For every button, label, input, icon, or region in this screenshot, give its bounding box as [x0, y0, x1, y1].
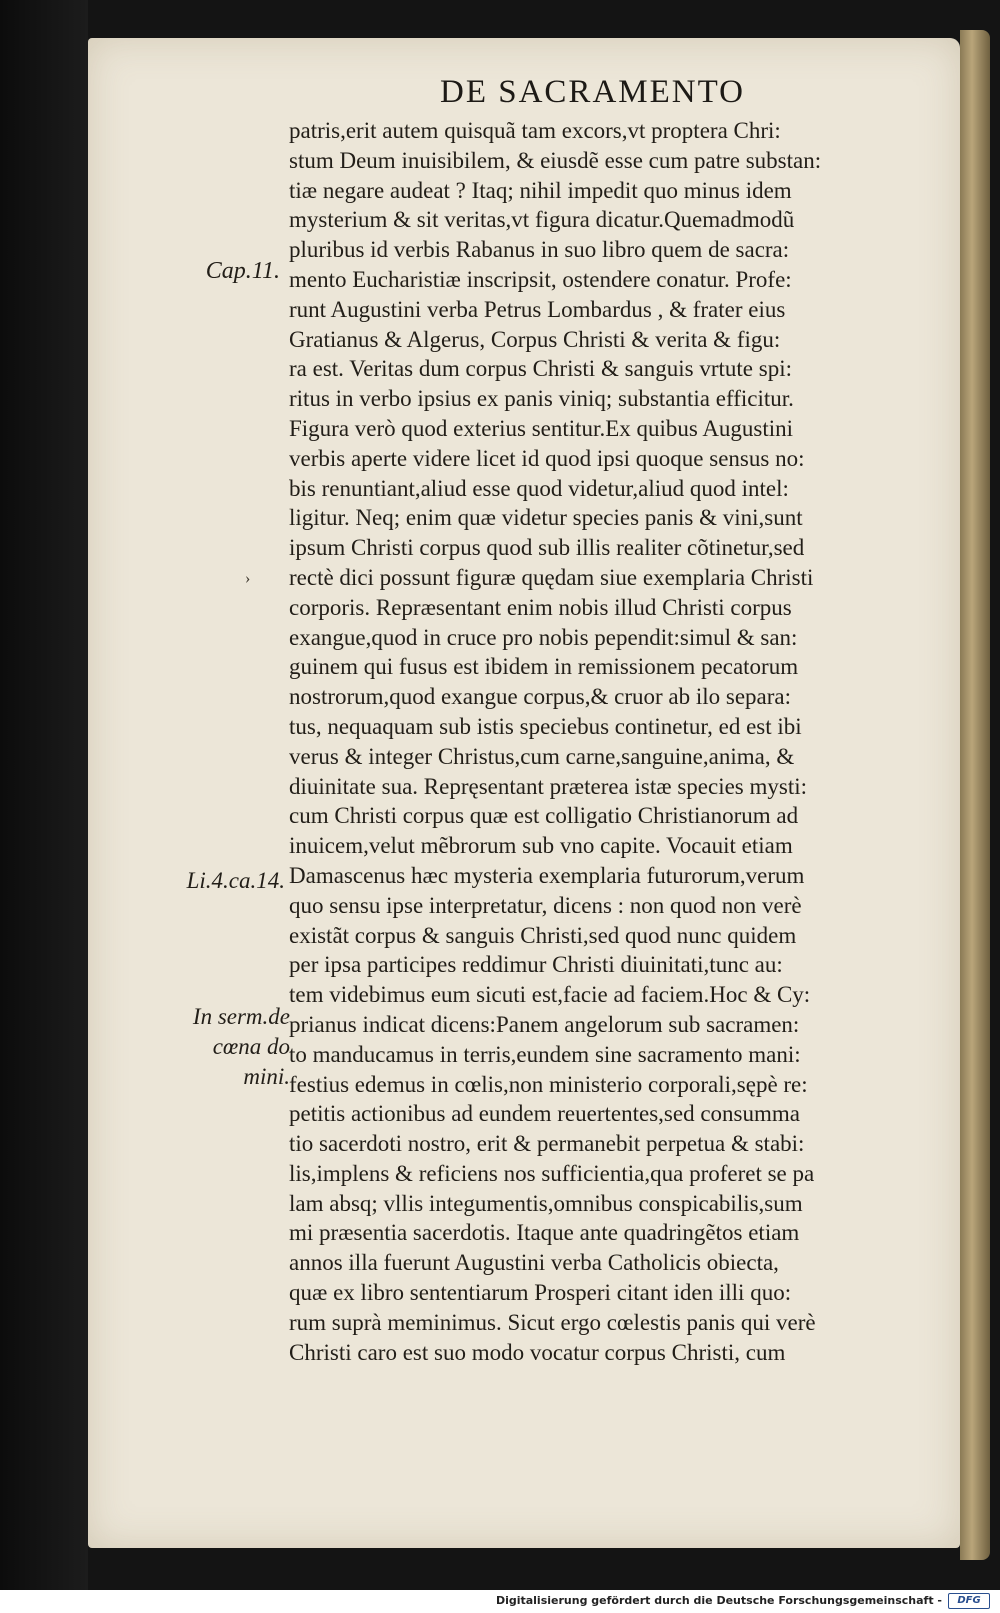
body-line: tiæ negare audeat ? Itaq; nihil impedit quo minus idem [289, 177, 792, 203]
body-line: ritus in verbo ipsius ex panis viniq; substantia efficitur. [289, 386, 794, 412]
body-line: to manducamus in terris,eundem sine sacramento mani: [289, 1041, 801, 1067]
body-line: Figura verò quod exterius sentitur.Ex quibus Augustini [289, 415, 794, 441]
margin-note-line: mini. [243, 1063, 290, 1089]
body-line: mi præsentia sacerdotis. Itaque ante quadringẽtos etiam [289, 1220, 800, 1246]
body-line: nostrorum,quod exangue corpus,& cruor ab ilo separa: [289, 684, 792, 710]
dfg-logo: DFG [948, 1593, 990, 1609]
body-line: diuinitate sua. Repręsentant præterea istæ species mysti: [289, 773, 808, 799]
margin-note-book-reference: Li.4.ca.14. [186, 868, 285, 893]
scan-background-left [0, 0, 88, 1613]
body-line: inuicem,velut mẽbrorum sub vno capite. Vocauit etiam [289, 833, 793, 859]
margin-note-sermon [150, 1002, 290, 1091]
body-line: corporis. Repræsentant enim nobis illud Christi corpus [289, 594, 792, 620]
body-line: lam absq; vllis integumentis,omnibus conspicabilis,sum [289, 1190, 803, 1216]
body-line: ipsum Christi corpus quod sub illis realiter cõtinetur,sed [289, 535, 805, 561]
body-line: tio sacerdoti nostro, erit & permanebit perpetua & stabi: [289, 1131, 805, 1157]
body-line: verus & integer Christus,cum carne,sanguine,anima, & [289, 743, 795, 769]
body-line: quo sensu ipse interpretatur, dicens : non quod non verè [289, 892, 802, 918]
body-line: quæ ex libro sententiarum Prosperi citant iden illi quo: [289, 1280, 792, 1306]
margin-note-line: cœna do [212, 1033, 290, 1059]
body-line: stum Deum inuisibilem, & eiusdẽ esse cum patre substan: [289, 147, 822, 173]
body-line: ligitur. Neq; enim quæ videtur species panis & vini,sunt [289, 505, 803, 531]
footer-bar [0, 1590, 1000, 1613]
printer-mark: › [245, 570, 251, 587]
body-line: pluribus id verbis Rabanus in suo libro quem de sacra: [289, 237, 790, 263]
body-line: per ipsa participes reddimur Christi diuinitati,tunc au: [289, 952, 783, 978]
body-line: ra est. Veritas dum corpus Christi & sanguis vrtute spi: [289, 356, 792, 382]
margin-note-line: In serm.de [192, 1004, 290, 1029]
body-line: Christi caro est suo modo vocatur corpus Christi, cum [289, 1339, 786, 1365]
body-line: bis renuntiant,aliud esse quod videtur,aliud quod intel: [289, 475, 789, 501]
body-line: cum Christi corpus quæ est colligatio Christianorum ad [289, 803, 799, 829]
body-line: existãt corpus & sanguis Christi,sed quod nunc quidem [289, 922, 797, 948]
body-line: tus, nequaquam sub istis speciebus continetur, ed est ibi [289, 713, 802, 739]
body-text [289, 116, 954, 1367]
body-line: annos illa fuerunt Augustini verba Catholicis obiecta, [289, 1250, 779, 1276]
margin-note-chapter: Cap.11. [205, 258, 280, 284]
body-line: tem videbimus eum sicuti est,facie ad faciem.Hoc & Cy: [289, 982, 811, 1008]
body-line: guinem qui fusus est ibidem in remissionem pecatorum [289, 654, 799, 680]
body-line: festius edemus in cœlis,non ministerio corporali,sępè re: [289, 1071, 808, 1097]
body-line: exangue,quod in cruce pro nobis pependit:simul & san: [289, 624, 798, 650]
body-line: runt Augustini verba Petrus Lombardus , & frater eius [289, 296, 786, 322]
body-line: verbis aperte videre licet id quod ipsi quoque sensus no: [289, 445, 805, 471]
body-line: rectè dici possunt figuræ quędam siue exemplaria Christi [289, 564, 814, 590]
body-line: lis,implens & reficiens nos sufficientia,qua proferet se pa [289, 1160, 815, 1186]
body-line: Gratianus & Algerus, Corpus Christi & verita & figu: [289, 326, 781, 352]
body-line: patris,erit autem quisquã tam excors,vt proptera Chri: [289, 118, 781, 143]
running-head: DE SACRAMENTO [440, 74, 746, 110]
body-line: prianus indicat dicens:Panem angelorum sub sacramen: [289, 1011, 800, 1037]
body-line: mysterium & sit veritas,vt figura dicatur.Quemadmodũ [289, 207, 795, 233]
body-line: petitis actionibus ad eundem reuertentes,sed consumma [289, 1101, 800, 1127]
page-edge [960, 30, 990, 1560]
body-line: Damascenus hæc mysteria exemplaria futurorum,verum [289, 862, 805, 888]
footer-credit: Digitalisierung gefördert durch die Deutsche Forschungsgemeinschaft - [495, 1594, 942, 1607]
body-line: rum suprà meminimus. Sicut ergo cœlestis panis qui verè [289, 1309, 816, 1335]
body-line: mento Eucharistiæ inscripsit, ostendere conatur. Profe: [289, 266, 792, 292]
